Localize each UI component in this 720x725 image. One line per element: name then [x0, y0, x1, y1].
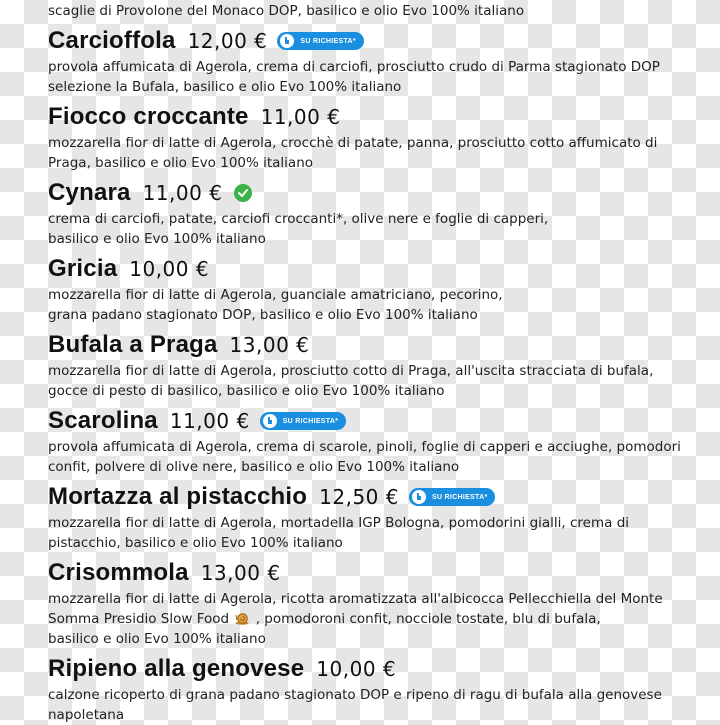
slow-food-snail-icon — [235, 612, 249, 625]
description-line: mozzarella fior di latte di Agerola, prosciutto cotto di Praga, all'uscita stracciata di bufala, — [48, 363, 654, 379]
description-line: gocce di pesto di basilico, basilico e olio Evo 100% italiano — [48, 383, 445, 399]
description-line: napoletana — [48, 707, 125, 723]
item-price: 11,00 € — [169, 409, 250, 433]
item-price: 13,00 € — [200, 561, 281, 585]
menu-item-fiocco-croccante — [48, 101, 720, 173]
description-line: Praga, basilico e olio Evo 100% italiano — [48, 155, 314, 171]
description-line: basilico e olio Evo 100% italiano — [48, 631, 266, 647]
menu-page — [48, 0, 720, 725]
item-name: Crisommola — [48, 559, 189, 586]
description-line: grana padano stagionato DOP, basilico e olio Evo 100% italiano — [48, 307, 478, 323]
description-text: Somma Presidio Slow Food — [48, 611, 230, 627]
item-name: Bufala a Praga — [48, 331, 218, 358]
check-icon — [234, 184, 252, 202]
hand-icon — [263, 414, 277, 428]
item-price: 11,00 € — [260, 105, 341, 129]
description-line: mozzarella fior di latte di Agerola, ricotta aromatizzata all'albicocca Pellecchiella del Monte — [48, 591, 663, 607]
previous-item-description — [48, 0, 720, 21]
item-name: Ripieno alla genovese — [48, 655, 305, 682]
description-line: mozzarella fior di latte di Agerola, guanciale amatriciano, pecorino, — [48, 287, 503, 303]
item-price: 12,00 € — [187, 29, 268, 53]
menu-item-carcioffola — [48, 25, 720, 97]
description-line: provola affumicata di Agerola, crema di carciofi, prosciutto crudo di Parma stagionato DOP — [48, 59, 660, 75]
menu-item-ripieno-alla-genovese — [48, 653, 720, 725]
description-line: calzone ricoperto di grana padano stagionato DOP e ripeno di ragu di bufala alla genovese — [48, 687, 662, 703]
description-text: , pomodoroni confit, nocciole tostate, blu di bufala, — [255, 611, 601, 627]
item-name: Gricia — [48, 255, 118, 282]
description-line: selezione la Bufala, basilico e olio Evo 100% italiano — [48, 79, 402, 95]
description-line: scaglie di Provolone del Monaco DOP, basilico e olio Evo 100% italiano — [48, 3, 525, 19]
item-name: Cynara — [48, 179, 131, 206]
item-name: Carcioffola — [48, 27, 176, 54]
badge-label: SU RICHIESTA* — [300, 37, 356, 45]
item-price: 13,00 € — [229, 333, 310, 357]
hand-icon — [280, 34, 294, 48]
description-line: confit, polvere di olive nere, basilico e olio Evo 100% italiano — [48, 459, 460, 475]
item-price: 11,00 € — [142, 181, 223, 205]
menu-item-crisommola — [48, 557, 720, 649]
item-name: Fiocco croccante — [48, 103, 249, 130]
on-request-badge — [277, 32, 364, 50]
item-price: 10,00 € — [316, 657, 397, 681]
description-line: basilico e olio Evo 100% italiano — [48, 231, 266, 247]
menu-item-mortazza-al-pistacchio — [48, 481, 720, 553]
badge-label: SU RICHIESTA* — [431, 493, 488, 501]
description-line: mozzarella fior di latte di Agerola, mortadella IGP Bologna, pomodorini gialli, crema di — [48, 515, 630, 531]
description-line — [48, 609, 720, 629]
item-name: Mortazza al pistacchio — [48, 483, 308, 510]
description-line: crema di carciofi, patate, carciofi croccanti*, olive nere e foglie di capperi, — [48, 211, 549, 227]
hand-icon — [412, 490, 426, 504]
badge-label: SU RICHIESTA* — [282, 417, 339, 425]
item-name: Scarolina — [48, 407, 158, 434]
menu-item-bufala-a-praga — [48, 329, 720, 401]
menu-item-gricia — [48, 253, 720, 325]
item-price: 12,50 € — [319, 485, 399, 509]
menu-item-cynara — [48, 177, 720, 249]
on-request-badge — [409, 488, 496, 506]
description-line: provola affumicata di Agerola, crema di scarole, pinoli, foglie di capperi e acciughe, pomodori — [48, 439, 681, 455]
item-price: 10,00 € — [129, 257, 210, 281]
description-line: pistacchio, basilico e olio Evo 100% italiano — [48, 535, 343, 551]
description-line: mozzarella fior di latte di Agerola, crocchè di patate, panna, prosciutto cotto affumicato di — [48, 135, 658, 151]
on-request-badge — [260, 412, 347, 430]
menu-item-scarolina — [48, 405, 720, 477]
